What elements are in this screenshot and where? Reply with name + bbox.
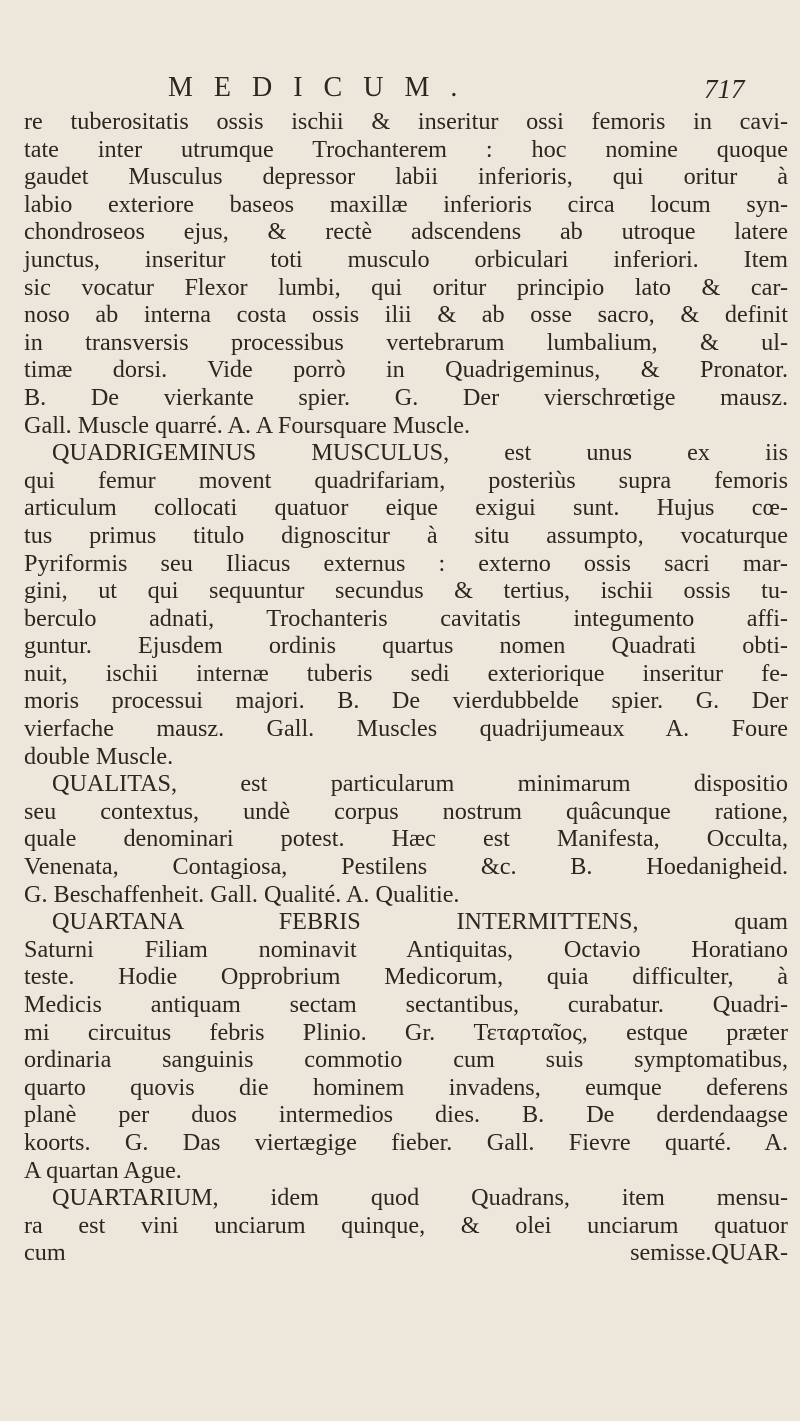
running-head: MEDICUM.	[168, 72, 479, 103]
text-line: guntur. Ejusdem ordinis quartus nomen Quadrati obti-	[24, 632, 788, 660]
text-line: timæ dorsi. Vide porrò in Quadrigeminus, & Pronator.	[24, 356, 788, 384]
text-line: sic vocatur Flexor lumbi, qui oritur principio lato & car-	[24, 273, 788, 301]
text-line: Pyriformis seu Iliacus externus : externo ossis sacri mar-	[24, 549, 788, 577]
text-line: tate inter utrumque Trochanterem : hoc nomine quoque	[24, 135, 788, 163]
text-line: quale denominari potest. Hæc est Manifesta, Occulta,	[24, 825, 788, 853]
text-line: teste. Hodie Opprobrium Medicorum, quia difficulter, à	[24, 963, 788, 991]
dictionary-text	[24, 108, 788, 1267]
text-line: berculo adnati, Trochanteris cavitatis integumento affi-	[24, 604, 788, 632]
text-line: tus primus titulo dignoscitur à situ assumpto, vocaturque	[24, 521, 788, 549]
text-line: nuit, ischii internæ tuberis sedi exteriorique inseritur fe-	[24, 659, 788, 687]
text-line: gini, ut qui sequuntur secundus & tertius, ischii ossis tu-	[24, 577, 788, 605]
text-line: moris processui majori. B. De vierdubbelde spier. G. Der	[24, 687, 788, 715]
text-line: chondroseos ejus, & rectè adscendens ab utroque latere	[24, 218, 788, 246]
text-line: seu contextus, undè corpus nostrum quâcunque ratione,	[24, 797, 788, 825]
text-line: labio exteriore baseos maxillæ inferioris circa locum syn-	[24, 190, 788, 218]
text-line: Venenata, Contagiosa, Pestilens &c. B. Hoedanigheid.	[24, 853, 788, 881]
catchword: QUAR-	[711, 1239, 788, 1267]
text-line: Saturni Filiam nominavit Antiquitas, Octavio Horatiano	[24, 935, 788, 963]
text-line: articulum collocati quatuor eique exigui sunt. Hujus cœ-	[24, 494, 788, 522]
entry-heading-line: QUARTARIUM, idem quod Quadrans, item mensu-	[52, 1184, 788, 1212]
text-line-with-catchword	[24, 1239, 788, 1267]
text-line: re tuberositatis ossis ischii & inseritur ossi femoris in cavi-	[24, 108, 788, 135]
text-line: qui femur movent quadrifariam, posteriùs supra femoris	[24, 466, 788, 494]
text-line: Gall. Muscle quarré. A. A Foursquare Muscle.	[24, 411, 471, 439]
entry-heading-line: QUARTANA FEBRIS INTERMITTENS, quam	[52, 908, 788, 936]
text-line: G. Beschaffenheit. Gall. Qualité. A. Qualitie.	[24, 880, 460, 908]
entry-heading-line: QUADRIGEMINUS MUSCULUS, est unus ex iis	[52, 439, 788, 467]
text-line: quarto quovis die hominem invadens, eumque deferens	[24, 1073, 788, 1101]
text-line: ra est vini unciarum quinque, & olei unciarum quatuor	[24, 1211, 788, 1239]
text-line: junctus, inseritur toti musculo orbiculari inferiori. Item	[24, 245, 788, 273]
page-header	[0, 72, 800, 112]
text-line: cum semisse.	[24, 1239, 712, 1267]
text-line: koorts. G. Das viertægige fieber. Gall. Fievre quarté. A.	[24, 1128, 788, 1156]
text-line: gaudet Musculus depressor labii inferioris, qui oritur à	[24, 163, 788, 191]
text-line: A quartan Ague.	[24, 1156, 182, 1184]
text-line: vierfache mausz. Gall. Muscles quadrijumeaux A. Foure	[24, 715, 788, 743]
text-line: B. De vierkante spier. G. Der vierschrœtige mausz.	[24, 383, 788, 411]
entry-heading-line: QUALITAS, est particularum minimarum dispositio	[52, 770, 788, 798]
text-line: ordinaria sanguinis commotio cum suis symptomatibus,	[24, 1046, 788, 1074]
text-line: Medicis antiquam sectam sectantibus, curabatur. Quadri-	[24, 991, 788, 1018]
text-line: planè per duos intermedios dies. B. De derdendaagse	[24, 1101, 788, 1129]
text-line: noso ab interna costa ossis ilii & ab osse sacro, & definit	[24, 301, 788, 329]
text-line: double Muscle.	[24, 742, 174, 770]
page-number: 717	[704, 74, 745, 104]
text-line: mi circuitus febris Plinio. Gr. Τεταρταῖος, estque præter	[24, 1018, 788, 1046]
text-line: in transversis processibus vertebrarum lumbalium, & ul-	[24, 328, 788, 356]
